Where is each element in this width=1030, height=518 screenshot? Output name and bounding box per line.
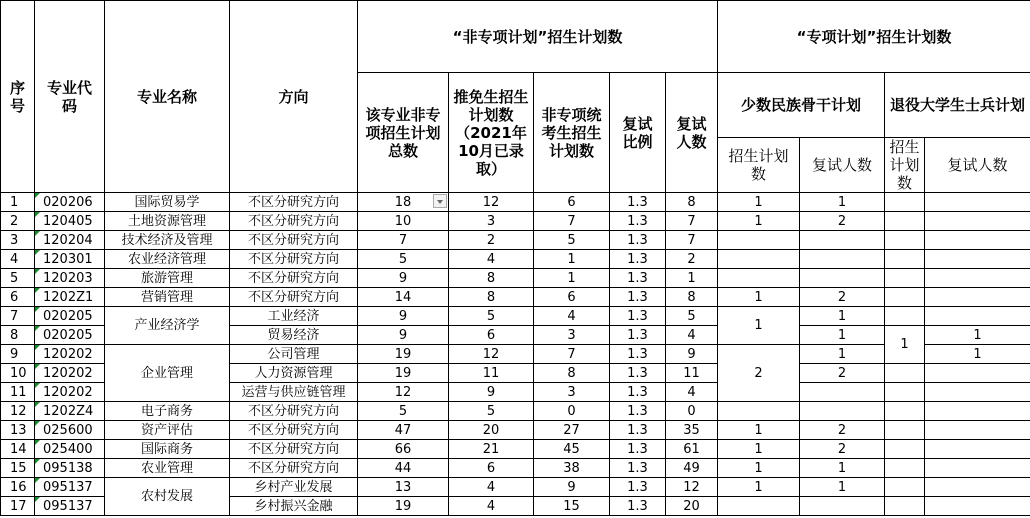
cell-veteran-plan[interactable] xyxy=(885,440,925,459)
cell-unified[interactable]: 7 xyxy=(534,212,610,231)
cell-retest[interactable]: 0 xyxy=(666,402,718,421)
cell-minority-plan[interactable] xyxy=(718,269,800,288)
cell-name[interactable]: 企业管理 xyxy=(105,345,230,402)
header-code[interactable]: 专业代码 xyxy=(35,1,105,193)
cell-retest[interactable]: 5 xyxy=(666,307,718,326)
cell-code[interactable]: 020206 xyxy=(35,193,105,212)
header-exempt[interactable]: 推免生招生计划数（2021年10月已录取） xyxy=(449,73,534,193)
cell-veteran-retest[interactable] xyxy=(925,212,1030,231)
header-minority[interactable]: 少数民族骨干计划 xyxy=(718,73,885,138)
table-row xyxy=(1,250,1030,269)
cell-veteran-retest[interactable] xyxy=(925,193,1030,212)
cell-no[interactable]: 17 xyxy=(1,497,35,516)
cell-ratio[interactable]: 1.3 xyxy=(610,307,666,326)
cell-retest[interactable]: 7 xyxy=(666,231,718,250)
cell-minority-plan[interactable]: 1 xyxy=(718,288,800,307)
header-name[interactable]: 专业名称 xyxy=(105,1,230,193)
cell-veteran-retest[interactable] xyxy=(925,402,1030,421)
cell-total[interactable]: 47 xyxy=(358,421,449,440)
cell-code[interactable]: 120202 xyxy=(35,345,105,364)
cell-direction[interactable]: 乡村振兴金融 xyxy=(230,497,358,516)
header-no[interactable]: 序号 xyxy=(1,1,35,193)
cell-minority-plan[interactable]: 1 xyxy=(718,421,800,440)
cell-ratio[interactable]: 1.3 xyxy=(610,459,666,478)
cell-direction[interactable]: 人力资源管理 xyxy=(230,364,358,383)
cell-name[interactable]: 农业经济管理 xyxy=(105,250,230,269)
cell-ratio[interactable]: 1.3 xyxy=(610,326,666,345)
cell-total[interactable]: 9 xyxy=(358,326,449,345)
table-row xyxy=(1,440,1030,459)
cell-veteran-plan[interactable] xyxy=(885,364,925,383)
cell-exempt[interactable]: 3 xyxy=(449,212,534,231)
cell-unified[interactable]: 8 xyxy=(534,364,610,383)
cell-retest[interactable]: 8 xyxy=(666,193,718,212)
cell-no[interactable]: 16 xyxy=(1,478,35,497)
cell-no[interactable]: 6 xyxy=(1,288,35,307)
cell-ratio[interactable]: 1.3 xyxy=(610,231,666,250)
cell-veteran-plan[interactable] xyxy=(885,212,925,231)
cell-no[interactable]: 1 xyxy=(1,193,35,212)
cell-exempt[interactable]: 4 xyxy=(449,497,534,516)
cell-direction[interactable]: 不区分研究方向 xyxy=(230,212,358,231)
cell-veteran-retest[interactable] xyxy=(925,383,1030,402)
table-row xyxy=(1,402,1030,421)
cell-total[interactable]: 5 xyxy=(358,250,449,269)
cell-direction[interactable]: 不区分研究方向 xyxy=(230,288,358,307)
table-row xyxy=(1,345,1030,364)
cell-code[interactable]: 1202Z4 xyxy=(35,402,105,421)
cell-minority-retest[interactable]: 1 xyxy=(800,326,885,345)
cell-unified[interactable]: 45 xyxy=(534,440,610,459)
cell-unified[interactable]: 6 xyxy=(534,193,610,212)
cell-veteran-retest[interactable] xyxy=(925,364,1030,383)
cell-minority-retest[interactable]: 1 xyxy=(800,193,885,212)
cell-total[interactable]: 19 xyxy=(358,364,449,383)
cell-direction[interactable]: 乡村产业发展 xyxy=(230,478,358,497)
cell-minority-retest[interactable]: 2 xyxy=(800,288,885,307)
cell-veteran-retest[interactable]: 1 xyxy=(925,326,1030,345)
cell-veteran-retest[interactable]: 1 xyxy=(925,345,1030,364)
cell-direction[interactable]: 不区分研究方向 xyxy=(230,250,358,269)
cell-ratio[interactable]: 1.3 xyxy=(610,288,666,307)
cell-minority-retest[interactable]: 1 xyxy=(800,345,885,364)
cell-retest[interactable]: 35 xyxy=(666,421,718,440)
cell-minority-retest[interactable] xyxy=(800,402,885,421)
cell-direction[interactable]: 公司管理 xyxy=(230,345,358,364)
cell-unified[interactable]: 7 xyxy=(534,345,610,364)
cell-unified[interactable]: 5 xyxy=(534,231,610,250)
cell-no[interactable]: 9 xyxy=(1,345,35,364)
cell-code[interactable]: 120405 xyxy=(35,212,105,231)
cell-veteran-plan[interactable] xyxy=(885,193,925,212)
cell-name[interactable]: 营销管理 xyxy=(105,288,230,307)
cell-minority-retest[interactable]: 1 xyxy=(800,307,885,326)
cell-direction[interactable]: 工业经济 xyxy=(230,307,358,326)
cell-minority-retest[interactable] xyxy=(800,250,885,269)
header-nonspecial-group[interactable]: “非专项计划”招生计划数 xyxy=(358,1,718,73)
cell-minority-retest[interactable] xyxy=(800,231,885,250)
cell-minority-plan[interactable]: 2 xyxy=(718,345,800,402)
cell-minority-retest[interactable]: 2 xyxy=(800,364,885,383)
cell-direction[interactable]: 贸易经济 xyxy=(230,326,358,345)
cell-total[interactable]: 44 xyxy=(358,459,449,478)
cell-veteran-plan[interactable] xyxy=(885,478,925,497)
cell-direction[interactable]: 不区分研究方向 xyxy=(230,421,358,440)
cell-retest[interactable]: 4 xyxy=(666,383,718,402)
cell-code[interactable]: 095138 xyxy=(35,459,105,478)
cell-ratio[interactable]: 1.3 xyxy=(610,497,666,516)
header-retest[interactable]: 复试人数 xyxy=(666,73,718,193)
cell-no[interactable]: 2 xyxy=(1,212,35,231)
cell-veteran-plan[interactable] xyxy=(885,269,925,288)
cell-exempt[interactable]: 9 xyxy=(449,383,534,402)
cell-minority-plan[interactable]: 1 xyxy=(718,440,800,459)
cell-exempt[interactable]: 12 xyxy=(449,345,534,364)
cell-unified[interactable]: 3 xyxy=(534,383,610,402)
cell-ratio[interactable]: 1.3 xyxy=(610,383,666,402)
table-row xyxy=(1,212,1030,231)
cell-name[interactable]: 土地资源管理 xyxy=(105,212,230,231)
table-body xyxy=(1,193,1030,516)
cell-exempt[interactable]: 8 xyxy=(449,269,534,288)
header-veteran-retest[interactable]: 复试人数 xyxy=(925,138,1030,193)
cell-exempt[interactable]: 4 xyxy=(449,478,534,497)
cell-direction[interactable]: 不区分研究方向 xyxy=(230,402,358,421)
cell-ratio[interactable]: 1.3 xyxy=(610,269,666,288)
cell-total[interactable]: 10 xyxy=(358,212,449,231)
cell-direction[interactable]: 不区分研究方向 xyxy=(230,459,358,478)
cell-veteran-retest[interactable] xyxy=(925,421,1030,440)
cell-retest[interactable]: 7 xyxy=(666,212,718,231)
cell-minority-plan[interactable] xyxy=(718,402,800,421)
cell-exempt[interactable]: 20 xyxy=(449,421,534,440)
cell-code[interactable]: 120204 xyxy=(35,231,105,250)
cell-total[interactable]: 19 xyxy=(358,345,449,364)
header-special-group[interactable]: “专项计划”招生计划数 xyxy=(718,1,1030,73)
cell-direction[interactable]: 运营与供应链管理 xyxy=(230,383,358,402)
cell-exempt[interactable]: 8 xyxy=(449,288,534,307)
table-row xyxy=(1,307,1030,326)
header-veteran-plan[interactable]: 招生计划数 xyxy=(885,138,925,193)
cell-veteran-retest[interactable] xyxy=(925,269,1030,288)
cell-retest[interactable]: 61 xyxy=(666,440,718,459)
cell-code[interactable]: 120301 xyxy=(35,250,105,269)
cell-name[interactable]: 技术经济及管理 xyxy=(105,231,230,250)
cell-no[interactable]: 3 xyxy=(1,231,35,250)
cell-retest[interactable]: 8 xyxy=(666,288,718,307)
cell-code[interactable]: 025400 xyxy=(35,440,105,459)
cell-total[interactable]: 13 xyxy=(358,478,449,497)
cell-name[interactable]: 国际贸易学 xyxy=(105,193,230,212)
cell-ratio[interactable]: 1.3 xyxy=(610,478,666,497)
cell-unified[interactable]: 27 xyxy=(534,421,610,440)
cell-minority-retest[interactable]: 2 xyxy=(800,440,885,459)
cell-unified[interactable]: 3 xyxy=(534,326,610,345)
table-row xyxy=(1,269,1030,288)
cell-name[interactable]: 农业管理 xyxy=(105,459,230,478)
cell-retest[interactable]: 2 xyxy=(666,250,718,269)
cell-minority-plan[interactable] xyxy=(718,497,800,516)
cell-direction[interactable]: 不区分研究方向 xyxy=(230,440,358,459)
header-minority-retest[interactable]: 复试人数 xyxy=(800,138,885,193)
cell-retest[interactable]: 49 xyxy=(666,459,718,478)
cell-no[interactable]: 10 xyxy=(1,364,35,383)
table-row xyxy=(1,421,1030,440)
cell-no[interactable]: 13 xyxy=(1,421,35,440)
cell-veteran-plan[interactable] xyxy=(885,288,925,307)
cell-name[interactable]: 产业经济学 xyxy=(105,307,230,345)
cell-exempt[interactable]: 6 xyxy=(449,326,534,345)
cell-no[interactable]: 14 xyxy=(1,440,35,459)
cell-veteran-plan[interactable] xyxy=(885,250,925,269)
cell-no[interactable]: 4 xyxy=(1,250,35,269)
cell-retest[interactable]: 9 xyxy=(666,345,718,364)
cell-exempt[interactable]: 4 xyxy=(449,250,534,269)
cell-total[interactable]: 66 xyxy=(358,440,449,459)
cell-ratio[interactable]: 1.3 xyxy=(610,345,666,364)
cell-veteran-plan[interactable] xyxy=(885,383,925,402)
header-unified[interactable]: 非专项统考生招生计划数 xyxy=(534,73,610,193)
cell-unified[interactable]: 38 xyxy=(534,459,610,478)
cell-exempt[interactable]: 6 xyxy=(449,459,534,478)
cell-code[interactable]: 120202 xyxy=(35,383,105,402)
cell-retest[interactable]: 1 xyxy=(666,269,718,288)
cell-exempt[interactable]: 12 xyxy=(449,193,534,212)
cell-retest[interactable]: 4 xyxy=(666,326,718,345)
cell-no[interactable]: 8 xyxy=(1,326,35,345)
cell-unified[interactable]: 0 xyxy=(534,402,610,421)
cell-retest[interactable]: 12 xyxy=(666,478,718,497)
cell-veteran-plan[interactable] xyxy=(885,421,925,440)
cell-ratio[interactable]: 1.3 xyxy=(610,421,666,440)
cell-ratio[interactable]: 1.3 xyxy=(610,440,666,459)
cell-direction[interactable]: 不区分研究方向 xyxy=(230,269,358,288)
cell-retest[interactable]: 11 xyxy=(666,364,718,383)
cell-total[interactable]: 18 xyxy=(358,193,449,212)
cell-minority-retest[interactable]: 2 xyxy=(800,212,885,231)
cell-unified[interactable]: 1 xyxy=(534,269,610,288)
cell-direction[interactable]: 不区分研究方向 xyxy=(230,193,358,212)
cell-unified[interactable]: 6 xyxy=(534,288,610,307)
cell-minority-plan[interactable]: 1 xyxy=(718,459,800,478)
header-total[interactable]: 该专业非专项招生计划总数 xyxy=(358,73,449,193)
cell-no[interactable]: 12 xyxy=(1,402,35,421)
table-row xyxy=(1,231,1030,250)
cell-code[interactable]: 020205 xyxy=(35,307,105,326)
cell-exempt[interactable]: 2 xyxy=(449,231,534,250)
cell-unified[interactable]: 4 xyxy=(534,307,610,326)
cell-minority-retest[interactable]: 2 xyxy=(800,421,885,440)
table-row xyxy=(1,288,1030,307)
cell-code[interactable]: 120202 xyxy=(35,364,105,383)
cell-veteran-plan[interactable] xyxy=(885,231,925,250)
cell-exempt[interactable]: 21 xyxy=(449,440,534,459)
cell-veteran-retest[interactable] xyxy=(925,459,1030,478)
cell-name[interactable]: 旅游管理 xyxy=(105,269,230,288)
cell-code[interactable]: 1202Z1 xyxy=(35,288,105,307)
cell-veteran-retest[interactable] xyxy=(925,307,1030,326)
cell-veteran-retest[interactable] xyxy=(925,250,1030,269)
cell-no[interactable]: 15 xyxy=(1,459,35,478)
dropdown-arrow-icon[interactable] xyxy=(433,194,447,208)
cell-minority-retest[interactable] xyxy=(800,383,885,402)
cell-no[interactable]: 7 xyxy=(1,307,35,326)
cell-total[interactable]: 12 xyxy=(358,383,449,402)
cell-name[interactable]: 电子商务 xyxy=(105,402,230,421)
cell-retest[interactable]: 20 xyxy=(666,497,718,516)
cell-no[interactable]: 11 xyxy=(1,383,35,402)
header-veteran[interactable]: 退役大学生士兵计划 xyxy=(885,73,1030,138)
cell-total[interactable]: 9 xyxy=(358,307,449,326)
cell-ratio[interactable]: 1.3 xyxy=(610,193,666,212)
cell-total[interactable]: 19 xyxy=(358,497,449,516)
cell-exempt[interactable]: 5 xyxy=(449,402,534,421)
cell-veteran-retest[interactable] xyxy=(925,440,1030,459)
cell-total[interactable]: 5 xyxy=(358,402,449,421)
cell-veteran-plan[interactable] xyxy=(885,497,925,516)
cell-total[interactable]: 7 xyxy=(358,231,449,250)
cell-ratio[interactable]: 1.3 xyxy=(610,402,666,421)
table-row xyxy=(1,459,1030,478)
cell-ratio[interactable]: 1.3 xyxy=(610,212,666,231)
cell-veteran-plan[interactable] xyxy=(885,307,925,326)
cell-minority-plan[interactable]: 1 xyxy=(718,193,800,212)
cell-minority-plan[interactable]: 1 xyxy=(718,478,800,497)
table-row xyxy=(1,193,1030,212)
cell-name[interactable]: 农村发展 xyxy=(105,478,230,516)
cell-minority-plan[interactable]: 1 xyxy=(718,307,800,345)
cell-code[interactable]: 020205 xyxy=(35,326,105,345)
cell-minority-plan[interactable] xyxy=(718,250,800,269)
cell-minority-retest[interactable]: 1 xyxy=(800,459,885,478)
cell-no[interactable]: 5 xyxy=(1,269,35,288)
header-direction[interactable]: 方向 xyxy=(230,1,358,193)
cell-minority-retest[interactable]: 1 xyxy=(800,478,885,497)
cell-unified[interactable]: 9 xyxy=(534,478,610,497)
header-minority-plan[interactable]: 招生计划数 xyxy=(718,138,800,193)
cell-code[interactable]: 120203 xyxy=(35,269,105,288)
cell-minority-retest[interactable] xyxy=(800,497,885,516)
cell-minority-retest[interactable] xyxy=(800,269,885,288)
cell-code[interactable]: 095137 xyxy=(35,478,105,497)
cell-code[interactable]: 025600 xyxy=(35,421,105,440)
cell-minority-plan[interactable] xyxy=(718,231,800,250)
cell-veteran-retest[interactable] xyxy=(925,497,1030,516)
cell-veteran-plan[interactable] xyxy=(885,402,925,421)
cell-ratio[interactable]: 1.3 xyxy=(610,250,666,269)
cell-name[interactable]: 资产评估 xyxy=(105,421,230,440)
cell-exempt[interactable]: 11 xyxy=(449,364,534,383)
header-ratio[interactable]: 复试比例 xyxy=(610,73,666,193)
cell-veteran-retest[interactable] xyxy=(925,288,1030,307)
cell-ratio[interactable]: 1.3 xyxy=(610,364,666,383)
cell-direction[interactable]: 不区分研究方向 xyxy=(230,231,358,250)
table-row xyxy=(1,478,1030,497)
cell-exempt[interactable]: 5 xyxy=(449,307,534,326)
cell-veteran-retest[interactable] xyxy=(925,231,1030,250)
cell-veteran-retest[interactable] xyxy=(925,478,1030,497)
cell-minority-plan[interactable]: 1 xyxy=(718,212,800,231)
cell-veteran-plan[interactable] xyxy=(885,459,925,478)
cell-total[interactable]: 14 xyxy=(358,288,449,307)
cell-total[interactable]: 9 xyxy=(358,269,449,288)
cell-unified[interactable]: 1 xyxy=(534,250,610,269)
cell-code[interactable]: 095137 xyxy=(35,497,105,516)
cell-veteran-plan[interactable]: 1 xyxy=(885,326,925,364)
cell-unified[interactable]: 15 xyxy=(534,497,610,516)
cell-name[interactable]: 国际商务 xyxy=(105,440,230,459)
